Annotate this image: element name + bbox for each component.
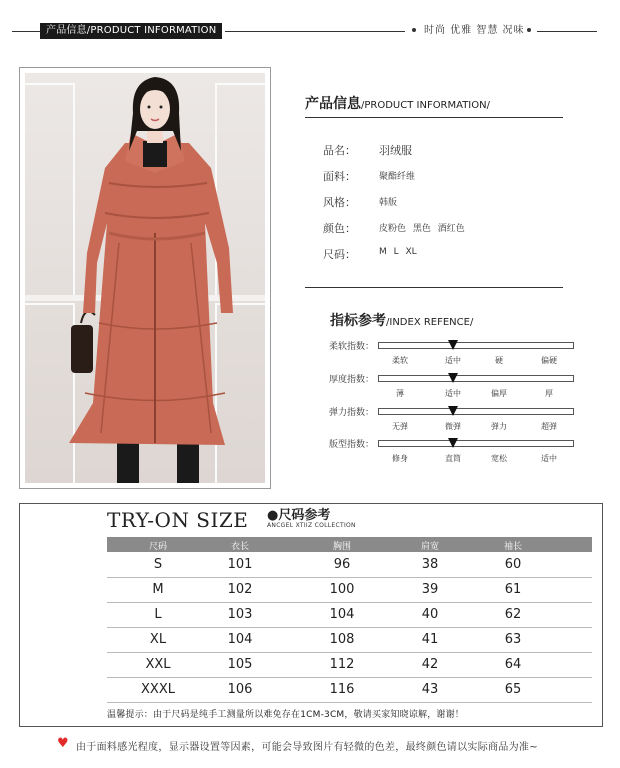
info-label: 面料： [323,170,356,183]
index-marker-icon [448,340,458,350]
size-table-row-divider [107,652,592,653]
size-chart-title-cn [267,504,330,523]
size-table-header-cell: 袖长 [503,542,523,552]
size-table-cell: 108 [329,632,355,647]
header-dot-left [412,28,416,32]
product-info-rule-top [305,117,563,118]
size-table-cell: 96 [333,557,351,572]
header-label: 产品信息/PRODUCT INFORMATION [40,23,222,39]
size-table-cell: L [154,607,162,622]
index-option: 薄 [396,389,404,398]
size-table-cell: XL [149,632,167,647]
size-table-row-divider [107,702,592,703]
size-table-cell: 64 [504,657,522,672]
size-table-cell: 106 [227,682,253,697]
size-table-cell: 65 [504,682,522,697]
size-table-cell: 100 [329,582,355,597]
info-value: M L XL [379,247,417,257]
index-option: 硬 [495,356,503,365]
color-disclaimer: 由于面料感光程度，显示器设置等因素，可能会导致图片有轻微的色差，最终颜色请以实际商品为准~ [76,742,538,753]
size-table-cell: 104 [227,632,253,647]
index-scale-bar [378,375,574,382]
product-info-title-en: /PRODUCT INFORMATION/ [361,100,490,111]
size-table-cell: S [153,557,163,572]
size-chart-title: TRY-ON SIZE [107,508,249,532]
size-table-cell: 62 [504,607,522,622]
size-note: 温馨提示：由于尺码是纯手工测量所以难免存在1CM-3CM，敬请买家知晓谅解，谢谢！ [107,710,465,720]
header-rule-right [537,31,597,32]
index-option: 弹力 [491,422,507,431]
info-row-size [323,246,417,262]
product-info-title [305,93,490,113]
heart-icon: ♥ [57,736,69,751]
size-table-cell: 61 [504,582,522,597]
header-tags: 时尚 优雅 智慧 况味 [424,25,525,36]
info-value: 聚酯纤维 [379,172,416,182]
size-table-row-divider [107,577,592,578]
size-table-cell: 41 [421,632,439,647]
index-option: 适中 [541,454,557,463]
size-table-header-cell: 肩宽 [420,542,440,552]
size-table-cell: M [152,582,164,597]
info-value: 韩版 [379,198,398,208]
index-marker-icon [448,438,458,448]
size-table-row-divider [107,602,592,603]
header-rule-mid [225,31,405,32]
index-option: 微弹 [445,422,461,431]
size-table-header-cell: 胸围 [332,542,352,552]
size-table-cell: 105 [227,657,253,672]
index-marker-icon [448,373,458,383]
product-info-title-cn: 产品信息 [305,96,361,112]
size-table-cell: 40 [421,607,439,622]
index-option: 偏硬 [541,356,557,365]
header-dot-right [527,28,531,32]
bullet-dot: ● [267,508,279,523]
index-row-label: 厚度指数： [329,375,375,385]
size-chart-subtitle: ANCGEL XTIIZ COLLECTION [267,522,356,529]
index-marker-icon [448,406,458,416]
index-title [330,310,473,330]
index-option: 柔软 [392,356,408,365]
index-option: 宽松 [491,454,507,463]
size-table-cell: 63 [504,632,522,647]
size-table-cell: 102 [227,582,253,597]
size-table-cell: XXXL [141,682,175,697]
info-value: 皮粉色 黑色 酒红色 [379,224,465,234]
index-option: 直筒 [445,454,461,463]
info-row-style [323,194,398,210]
size-table-header-cell: 尺码 [148,542,168,552]
size-table-cell: 60 [504,557,522,572]
index-option: 偏厚 [491,389,507,398]
size-chart-title-cn-text: 尺码参考 [278,508,331,523]
info-row-color [323,220,465,236]
info-label: 风格： [323,196,356,209]
index-option: 厚 [545,389,553,398]
index-option: 无弹 [392,422,408,431]
info-row-name [323,142,412,158]
product-photo-frame [19,67,271,489]
size-table-cell: 116 [329,682,355,697]
product-photo [25,73,265,483]
info-value: 羽绒服 [379,144,412,157]
info-label: 品名： [323,144,356,157]
size-table-cell: XXL [145,657,171,672]
index-row-label: 版型指数： [329,440,375,450]
size-table-header-cell: 衣长 [230,542,250,552]
info-label: 颜色： [323,222,356,235]
index-option: 超弹 [541,422,557,431]
index-row-label: 柔软指数： [329,342,375,352]
size-table-cell: 43 [421,682,439,697]
index-scale-bar [378,408,574,415]
index-scale-bar [378,342,574,349]
index-option: 修身 [392,454,408,463]
product-info-rule-bottom [305,287,563,288]
size-table-cell: 38 [421,557,439,572]
index-option: 适中 [445,356,461,365]
size-table-cell: 103 [227,607,253,622]
size-table-cell: 39 [421,582,439,597]
info-row-fabric [323,168,416,184]
index-row-label: 弹力指数： [329,408,375,418]
size-table-cell: 101 [227,557,253,572]
size-table-cell: 42 [421,657,439,672]
size-table-row-divider [107,677,592,678]
index-scale-bar [378,440,574,447]
index-title-en: /INDEX REFENCE/ [386,317,474,328]
model-in-coat [25,73,265,483]
size-table-cell: 112 [329,657,355,672]
size-table-cell: 104 [329,607,355,622]
info-label: 尺码： [323,248,356,261]
size-table-row-divider [107,627,592,628]
index-option: 适中 [445,389,461,398]
index-title-cn: 指标参考 [330,313,386,329]
header-rule-left [12,31,40,32]
